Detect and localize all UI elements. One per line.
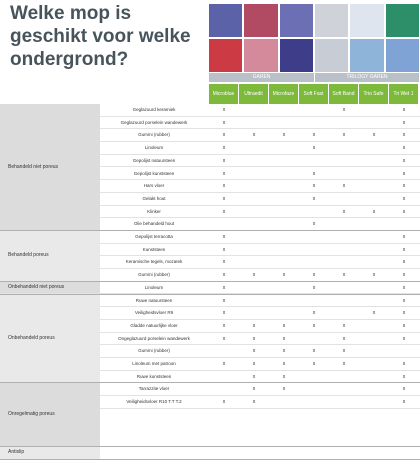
group-header-trilogy: TRILOGY GAREN (315, 73, 419, 82)
suitability-mark (359, 244, 389, 257)
column-header: Microfaze (269, 84, 299, 104)
suitability-mark: x (252, 348, 256, 355)
suitability-mark: x (402, 119, 406, 126)
suitability-mark: x (342, 132, 346, 139)
surface-label: Gepolijst kunststeen (133, 170, 175, 176)
surface-label: Gummi (rubber) (138, 272, 170, 278)
suitability-mark (239, 295, 269, 308)
suitability-mark: x (312, 145, 316, 152)
suitability-mark (329, 155, 359, 168)
suitability-mark: x (282, 373, 286, 380)
suitability-mark (269, 396, 299, 409)
suitability-mark (269, 180, 299, 193)
suitability-mark: x (252, 361, 256, 367)
suitability-mark: x (402, 310, 406, 317)
suitability-mark (299, 295, 329, 308)
suitability-mark: x (252, 373, 256, 380)
suitability-mark: x (402, 157, 406, 164)
suitability-mark (359, 180, 389, 193)
suitability-mark (209, 345, 239, 358)
suitability-mark (389, 345, 419, 358)
suitability-mark (239, 231, 269, 244)
suitability-mark: x (312, 183, 316, 190)
suitability-mark: x (312, 195, 316, 202)
suitability-mark (239, 206, 269, 219)
suitability-mark (269, 206, 299, 219)
suitability-mark: x (252, 335, 256, 342)
suitability-mark: x (252, 132, 256, 139)
suitability-mark: x (312, 348, 316, 355)
suitability-mark: x (252, 322, 256, 329)
mop-swatch (350, 39, 383, 72)
suitability-mark: x (282, 348, 286, 355)
suitability-mark: x (342, 208, 346, 215)
category-block (0, 104, 100, 230)
suitability-mark (209, 383, 239, 396)
mop-swatch (386, 4, 419, 37)
suitability-mark: x (372, 310, 376, 317)
surface-label: Olie behandeld hout (133, 221, 175, 227)
suitability-mark: x (222, 195, 226, 202)
suitability-mark (359, 256, 389, 269)
suitability-mark (359, 383, 389, 396)
mop-swatch (386, 39, 419, 72)
suitability-mark (299, 231, 329, 244)
suitability-mark: x (222, 361, 226, 367)
surface-label: Kunststeen (142, 246, 166, 252)
suitability-mark (329, 383, 359, 396)
suitability-mark: x (342, 335, 346, 342)
column-header: Microblue (209, 84, 239, 104)
suitability-mark: x (402, 259, 406, 266)
group-header-garen: GAREN (209, 73, 314, 82)
suitability-mark: x (342, 348, 346, 355)
suitability-mark: x (222, 208, 226, 215)
suitability-mark: x (282, 322, 286, 329)
suitability-mark: x (312, 284, 316, 291)
mop-swatch (209, 39, 242, 72)
column-header: Trio Safe (359, 84, 389, 104)
suitability-mark: x (222, 246, 226, 253)
category-label: Onbehandeld niet poreus (8, 284, 65, 291)
suitability-mark: x (222, 107, 226, 113)
suitability-mark (239, 180, 269, 193)
mop-swatch (244, 4, 277, 37)
suitability-mark (269, 231, 299, 244)
suitability-mark: x (402, 234, 406, 240)
suitability-mark: x (222, 145, 226, 152)
category-block (0, 447, 100, 459)
suitability-mark: x (372, 272, 376, 279)
mop-swatch (244, 39, 277, 72)
suitability-mark (329, 244, 359, 257)
suitability-mark: x (342, 322, 346, 329)
suitability-mark: x (402, 145, 406, 152)
suitability-mark (299, 256, 329, 269)
suitability-mark (269, 256, 299, 269)
suitability-mark: x (342, 361, 346, 367)
suitability-mark: x (342, 272, 346, 279)
suitability-mark: x (402, 386, 406, 393)
suitability-mark (359, 231, 389, 244)
suitability-mark: x (312, 310, 316, 317)
suitability-mark: x (312, 170, 316, 177)
suitability-mark (239, 168, 269, 181)
mop-swatch (280, 4, 313, 37)
suitability-mark (299, 155, 329, 168)
suitability-mark: x (402, 208, 406, 215)
suitability-mark (239, 117, 269, 130)
category-label: Onbehandeld poreus (8, 334, 55, 341)
suitability-mark (299, 333, 329, 346)
suitability-mark: x (222, 335, 226, 342)
surface-label: Gladde natuurlijke vloer (130, 322, 178, 328)
mop-swatch (209, 4, 242, 37)
surface-label: Hars vloer (143, 183, 165, 189)
surface-label: Keramische tegels, mozaïek (125, 259, 183, 265)
suitability-mark: x (402, 183, 406, 190)
surface-label: Linoleum (144, 145, 164, 151)
suitability-mark (329, 168, 359, 181)
suitability-mark (329, 307, 359, 320)
suitability-mark: x (402, 246, 406, 253)
category-label: Antislip (8, 449, 25, 456)
suitability-mark: x (312, 132, 316, 139)
surface-label: Linoleum (144, 284, 164, 290)
suitability-mark (299, 244, 329, 257)
suitability-mark: x (402, 272, 406, 279)
suitability-mark: x (312, 272, 316, 279)
suitability-mark: x (252, 386, 256, 393)
suitability-mark (239, 142, 269, 155)
suitability-mark (329, 142, 359, 155)
suitability-mark: x (402, 335, 406, 342)
suitability-mark: x (372, 132, 376, 139)
surface-label: Gummi (rubber) (138, 132, 170, 138)
suitability-mark (269, 295, 299, 308)
category-block (0, 231, 100, 281)
suitability-mark: x (282, 386, 286, 393)
suitability-mark (269, 117, 299, 130)
suitability-mark (269, 244, 299, 257)
surface-label: Ongeglazuurd porselein wandewerk (118, 335, 190, 341)
surface-label: Ruwe natuursteen (135, 297, 173, 303)
column-header: Ultraedit (239, 84, 269, 104)
column-headers (209, 84, 419, 104)
surface-label: Klinker (147, 208, 161, 214)
column-header: Soft Fast (299, 84, 329, 104)
suitability-mark: x (222, 310, 226, 317)
suitability-mark: x (402, 373, 406, 380)
category-label: Behandeld niet poreus (8, 163, 59, 170)
column-groups (209, 73, 419, 82)
category-block (0, 282, 100, 294)
suitability-mark (269, 168, 299, 181)
surface-label: Geglazuurd porselein wandewerk (120, 119, 188, 125)
suitability-mark (329, 256, 359, 269)
mop-swatch (280, 39, 313, 72)
suitability-mark (359, 358, 389, 371)
suitability-mark (359, 193, 389, 206)
suitability-mark: x (402, 170, 406, 177)
suitability-mark: x (312, 322, 316, 329)
suitability-mark: x (222, 322, 226, 329)
suitability-mark (359, 320, 389, 333)
suitability-mark: x (222, 183, 226, 190)
surface-label: Gummi (rubber) (138, 348, 170, 354)
suitability-mark: x (222, 157, 226, 164)
suitability-mark (299, 396, 329, 409)
suitability-mark: x (222, 234, 226, 240)
suitability-mark: x (402, 132, 406, 139)
suitability-mark (329, 193, 359, 206)
category-label: Behandeld poreus (8, 252, 49, 259)
suitability-mark (359, 104, 389, 117)
suitability-mark: x (402, 107, 406, 113)
suitability-mark (329, 396, 359, 409)
suitability-mark: x (402, 297, 406, 304)
suitability-mark: x (222, 284, 226, 291)
surface-label: Veiligheidsvloer R10 T.T T.2 (126, 399, 182, 405)
suitability-mark (329, 295, 359, 308)
suitability-mark (359, 142, 389, 155)
suitability-mark: x (342, 107, 346, 113)
suitability-mark (359, 295, 389, 308)
suitability-mark (359, 117, 389, 130)
suitability-mark (239, 256, 269, 269)
suitability-mark (359, 333, 389, 346)
page-title: Welke mop is geschikt voor welke ondergrond? (10, 3, 191, 70)
surface-label: Geglazuurd keramiek (132, 107, 176, 112)
surface-label: Gelakt hout (142, 195, 166, 201)
suitability-mark: x (282, 335, 286, 342)
suitability-mark: x (252, 272, 256, 279)
surface-label: Tarrazzite vloer (138, 386, 170, 392)
suitability-mark: x (222, 259, 226, 266)
suitability-mark: x (282, 132, 286, 139)
suitability-mark: x (402, 284, 406, 291)
suitability-mark (359, 155, 389, 168)
suitability-mark: x (282, 272, 286, 279)
category-label: Onregelmatig poreus (8, 411, 55, 418)
suitability-mark (299, 206, 329, 219)
suitability-mark: x (372, 208, 376, 215)
suitability-mark (269, 142, 299, 155)
suitability-mark: x (342, 183, 346, 190)
category-divider (0, 459, 420, 460)
category-block (0, 383, 100, 446)
suitability-mark (269, 193, 299, 206)
surface-label: Gepolijst natuursteen (132, 157, 176, 163)
suitability-mark: x (312, 221, 316, 228)
surface-label: Linoleum met patroon (132, 361, 176, 366)
mop-swatch (315, 39, 348, 72)
suitability-mark (329, 117, 359, 130)
suitability-mark: x (222, 170, 226, 177)
suitability-mark: x (402, 361, 406, 367)
suitability-mark: x (402, 195, 406, 202)
suitability-mark (239, 307, 269, 320)
mop-swatches (209, 4, 419, 72)
suitability-mark: x (402, 322, 406, 329)
suitability-mark: x (222, 132, 226, 139)
suitability-mark (269, 155, 299, 168)
mop-swatch (315, 4, 348, 37)
suitability-mark (329, 231, 359, 244)
suitability-mark: x (312, 361, 316, 367)
suitability-mark (239, 244, 269, 257)
suitability-mark (359, 168, 389, 181)
column-header: Tri Wet 1 (389, 84, 419, 104)
suitability-mark: x (222, 272, 226, 279)
suitability-mark (269, 104, 299, 117)
mop-swatch (350, 4, 383, 37)
surface-label: Gepolijst terracotta (135, 234, 173, 239)
suitability-mark (299, 117, 329, 130)
suitability-mark: x (402, 399, 406, 406)
suitability-mark: x (252, 399, 256, 406)
suitability-mark: x (222, 119, 226, 126)
suitability-mark (299, 383, 329, 396)
suitability-mark (239, 155, 269, 168)
suitability-mark (269, 307, 299, 320)
surface-label: Veiligheidsvloer R9 (134, 310, 174, 316)
suitability-mark (359, 345, 389, 358)
suitability-mark (239, 193, 269, 206)
suitability-mark (299, 104, 329, 117)
suitability-mark: x (282, 361, 286, 367)
suitability-mark: x (222, 297, 226, 304)
suitability-mark (359, 396, 389, 409)
suitability-mark: x (222, 399, 226, 406)
suitability-mark (239, 104, 269, 117)
column-header: Soft Band (329, 84, 359, 104)
category-block (0, 295, 100, 383)
surface-label: Ruwe kunststeen (136, 373, 172, 379)
